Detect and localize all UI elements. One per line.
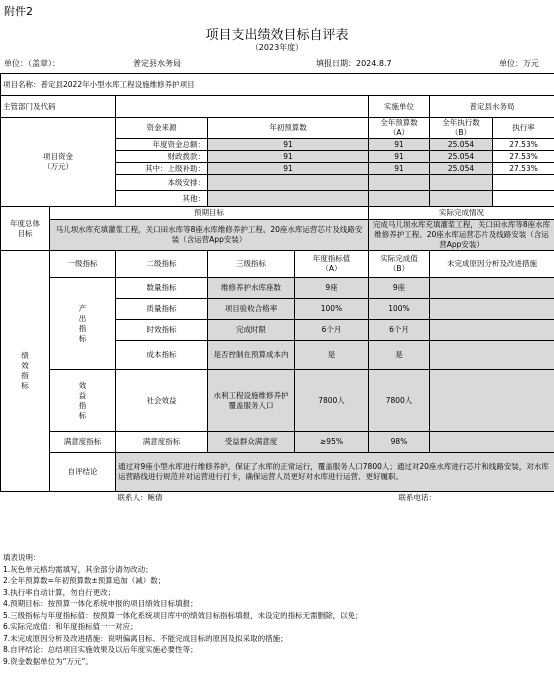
impl-unit-value: 普定县水务局 <box>430 96 554 118</box>
dept-label: 主管部门及代码 <box>1 96 116 118</box>
perf-row <box>1 278 554 299</box>
perf-l3[interactable]: 维修养护水库座数 <box>208 278 295 299</box>
year-note: （2023年度） <box>250 43 304 52</box>
fill-instructions <box>3 552 363 667</box>
overall-content-row <box>1 220 554 251</box>
perf-l3[interactable]: 是否控制在预算成本内 <box>208 341 295 370</box>
note-item: 5.三级指标与年度指标值：按预算一体化系统项目库中的绩效目标指标填报，未设定的指标无需删除，以免； <box>3 610 363 620</box>
overall-label: 年度总体 目标 <box>1 207 50 251</box>
funds-source-header: 资金来源 <box>116 118 208 139</box>
funds-row-initial[interactable] <box>208 191 369 207</box>
note-item: 3.执行率自动计算，勿自行更改； <box>3 587 116 597</box>
perf-l2: 社会效益 <box>116 370 208 432</box>
perf-target[interactable]: 100% <box>295 299 369 320</box>
funds-row-executed[interactable] <box>430 191 493 207</box>
perf-actual-header: 实际完成值 （B） <box>369 251 430 278</box>
perf-l3-header: 三级指标 <box>208 251 295 278</box>
perf-l1: 满意度指标 <box>50 432 116 453</box>
actual-header: 实际完成情况 <box>369 207 554 220</box>
funds-row-full-year[interactable]: 91 <box>369 151 430 163</box>
funds-row-name: 本级安排： <box>116 175 208 191</box>
funds-row-executed[interactable] <box>430 175 493 191</box>
perf-reason[interactable] <box>430 320 554 341</box>
note-item: 6.实际完成值：和年度指标值一一对应； <box>3 622 138 631</box>
perf-target[interactable]: 9座 <box>295 278 369 299</box>
perf-l2: 数量指标 <box>116 278 208 299</box>
perf-target[interactable]: 6个月 <box>295 320 369 341</box>
funds-row-executed[interactable]: 25.054 <box>430 139 493 151</box>
unit-label: 单位：（盖章）： <box>4 59 60 68</box>
benefit-indicator-label: 效 益 指 标 <box>50 370 116 432</box>
perf-target-header: 年度指标值 （A） <box>295 251 369 278</box>
notes-title: 填表说明： <box>3 553 41 562</box>
note-item: 8.自评结论：总结项目实施效果及以后年度实施必要性等； <box>3 645 198 654</box>
perf-reason-header: 未完成原因分析及改进措施 <box>430 251 554 278</box>
self-eval-row <box>1 453 554 492</box>
funds-row-executed[interactable]: 25.054 <box>430 151 493 163</box>
funds-row-executed[interactable]: 25.054 <box>430 163 493 175</box>
perf-l3[interactable]: 项目验收合格率 <box>208 299 295 320</box>
perf-l2: 满意度指标 <box>116 432 208 453</box>
contact-phone: 联系电话： <box>398 493 436 503</box>
funds-row-rate <box>493 175 554 191</box>
self-eval-text[interactable]: 通过对9座小型水库进行维修养护，保证了水库的正常运行，覆盖服务人口7800人；通过对20座水库进行芯片和线路安装，对水库运营路线进行规范并对运营进行打卡，确保运营人员更好对水库进行运营、更好履职。 <box>116 453 554 492</box>
project-name: 项目名称：普定县2022年小型水库工程设施维修养护项目 <box>1 74 554 96</box>
expected-goal[interactable]: 马儿坝水库充填灌浆工程，关口田水库等8座水库维修养护工程、20座水库运营芯片及线路安装（含运营App安装） <box>50 220 369 251</box>
money-unit: 单位：万元 <box>499 59 539 68</box>
dept-row <box>1 96 554 118</box>
funds-row-rate <box>493 191 554 207</box>
perf-l2: 成本指标 <box>116 341 208 370</box>
self-eval-label: 自评结论 <box>50 453 116 492</box>
perf-actual[interactable]: 9座 <box>369 278 430 299</box>
perf-l2-header: 二级指标 <box>116 251 208 278</box>
funds-rate-header: 执行率 <box>493 118 554 139</box>
perf-actual[interactable]: 98% <box>369 432 430 453</box>
perf-target[interactable]: ≥95% <box>295 432 369 453</box>
funds-executed-header: 全年执行数 （B） <box>430 118 493 139</box>
funds-row-initial[interactable]: 91 <box>208 139 369 151</box>
note-item: 7.未完成原因分析及改进措施：说明偏离目标、不能完成目标的原因及拟采取的措施； <box>3 633 288 643</box>
perf-l2: 时效指标 <box>116 320 208 341</box>
perf-reason[interactable] <box>430 370 554 432</box>
perf-header-row <box>1 251 554 278</box>
contact-person: 联系人：鲍倩 <box>117 493 163 503</box>
overall-header-row <box>1 207 554 220</box>
funds-header-row <box>1 118 554 139</box>
note-item: 9.资金数据单位为“万元”。 <box>3 656 93 666</box>
note-item: 1.灰色单元格均需填写，其余部分请勿改动； <box>3 564 153 574</box>
attachment-label: 附件2 <box>4 5 33 18</box>
note-item: 2.全年预算数=年初预算数±预算追加（减）数； <box>3 576 166 585</box>
perf-reason[interactable] <box>430 341 554 370</box>
unit-value: 普定县水务局 <box>133 59 181 68</box>
contact-row <box>1 492 554 505</box>
project-name-row <box>1 74 554 96</box>
funds-row-rate: 27.53% <box>493 163 554 175</box>
output-indicator-label: 产 出 指 标 <box>50 278 116 370</box>
funds-row-initial[interactable] <box>208 175 369 191</box>
funds-row-full-year[interactable] <box>369 191 430 207</box>
funds-initial-header: 年初预算数 <box>208 118 369 139</box>
perf-row <box>1 432 554 453</box>
fill-date: 填报日期：2024.8.7 <box>316 59 392 68</box>
funds-row-full-year[interactable]: 91 <box>369 139 430 151</box>
funds-full-year-header: 全年预算数 （A） <box>369 118 430 139</box>
perf-target[interactable]: 7800人 <box>295 370 369 432</box>
perf-l2: 质量指标 <box>116 299 208 320</box>
perf-reason[interactable] <box>430 278 554 299</box>
evaluation-table <box>0 73 554 505</box>
perf-label: 绩 效 指 标 <box>1 251 50 492</box>
funds-row-full-year[interactable]: 91 <box>369 163 430 175</box>
actual-completion[interactable]: 完成马儿坝水库充填灌浆工程，关口田水库等8座水库维修养护工程、20座水库运营芯片及线路安装（含运营App安装） <box>369 220 554 251</box>
funds-row-name: 其中：上级补助： <box>116 163 208 175</box>
perf-actual[interactable]: 100% <box>369 299 430 320</box>
funds-row-rate: 27.53% <box>493 151 554 163</box>
perf-l3[interactable]: 完成时限 <box>208 320 295 341</box>
funds-row-full-year[interactable] <box>369 175 430 191</box>
expected-header: 预期目标 <box>50 207 369 220</box>
perf-l1-header: 一级指标 <box>50 251 116 278</box>
funds-row-initial[interactable]: 91 <box>208 151 369 163</box>
perf-l3[interactable]: 水利工程设施维修养护覆盖服务人口 <box>208 370 295 432</box>
note-item: 4.预期目标：按预算一体化系统申报的项目绩效目标填报； <box>3 599 198 608</box>
funds-label: 项目资金 （万元） <box>1 118 116 207</box>
page-title: 项目支出绩效目标自评表 <box>205 28 349 43</box>
perf-target[interactable]: 是 <box>295 341 369 370</box>
funds-row-name: 其他： <box>116 191 208 207</box>
perf-reason[interactable] <box>430 432 554 453</box>
funds-row-name: 财政拨款： <box>116 151 208 163</box>
funds-row-initial[interactable]: 91 <box>208 163 369 175</box>
perf-actual[interactable]: 是 <box>369 341 430 370</box>
perf-reason[interactable] <box>430 299 554 320</box>
perf-row <box>1 370 554 432</box>
funds-row-name: 年度资金总额： <box>116 139 208 151</box>
funds-row-rate: 27.53% <box>493 139 554 151</box>
impl-unit-label: 实施单位 <box>369 96 430 118</box>
perf-l3[interactable]: 受益群众满意度 <box>208 432 295 453</box>
dept-value <box>116 96 369 118</box>
contact-spacer <box>1 492 116 505</box>
perf-actual[interactable]: 7800人 <box>369 370 430 432</box>
perf-actual[interactable]: 6个月 <box>369 320 430 341</box>
